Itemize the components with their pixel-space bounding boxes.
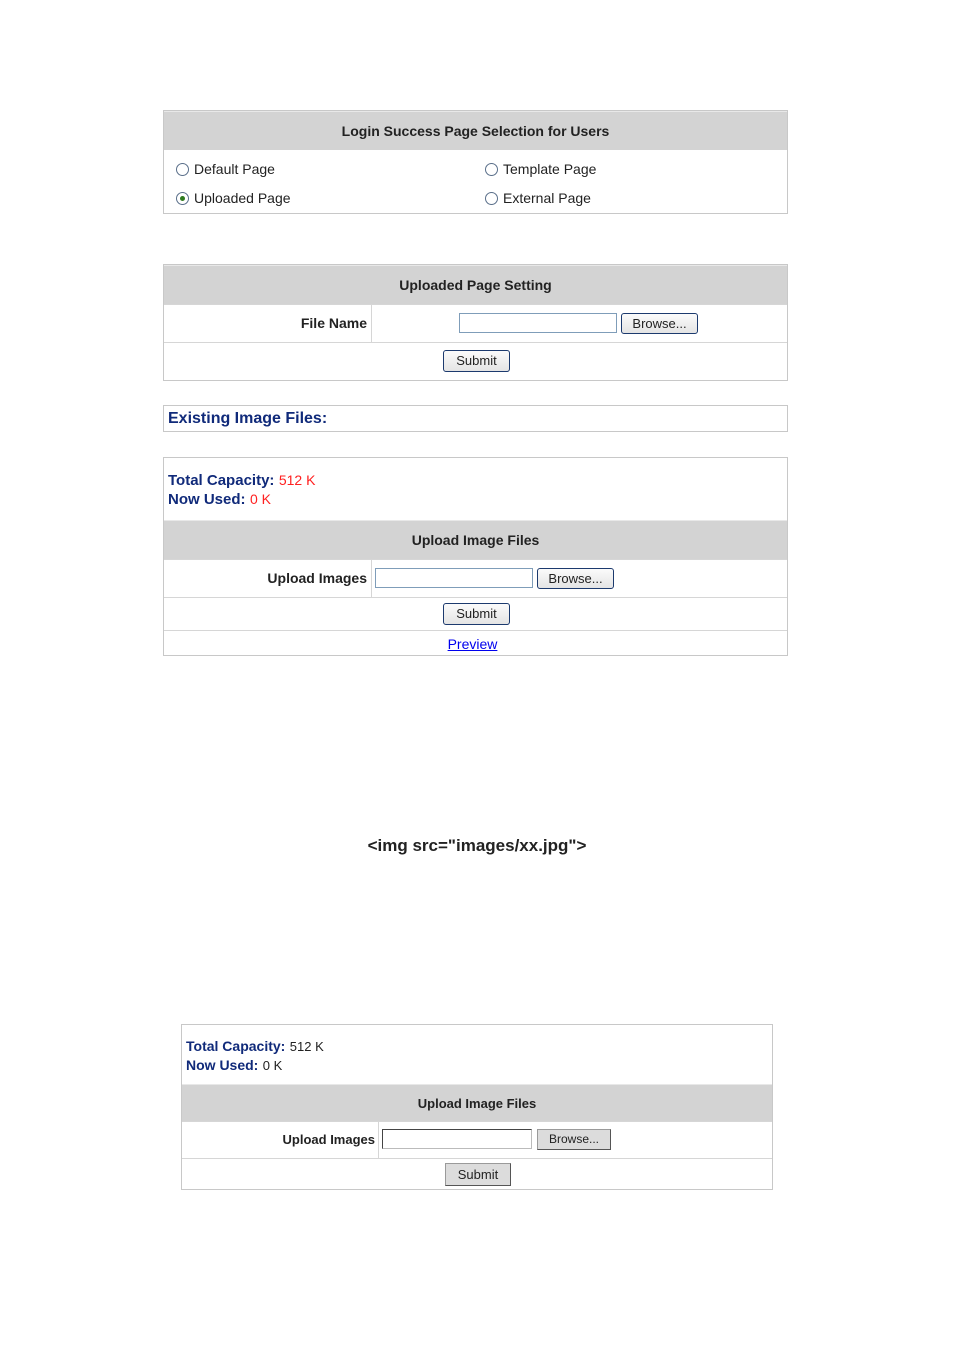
submit-row	[164, 597, 787, 630]
upload-images-panel-2	[181, 1024, 773, 1190]
capacity-block	[168, 471, 315, 509]
preview-link[interactable]: Preview	[447, 636, 498, 652]
radio-circle-icon	[485, 192, 498, 205]
preview-row	[164, 630, 787, 656]
submit-button[interactable]: Submit	[443, 350, 510, 372]
existing-files-title: Existing Image Files:	[168, 410, 328, 427]
column-divider	[371, 305, 372, 342]
code-sample-text: <img src="images/xx.jpg">	[367, 836, 587, 855]
radio-external-page[interactable]	[485, 190, 591, 206]
radio-circle-icon	[176, 163, 189, 176]
now-used-label: Now Used:	[186, 1057, 259, 1073]
radio-circle-icon	[485, 163, 498, 176]
upload-images-panel-1	[163, 457, 788, 656]
now-used-label: Now Used:	[168, 491, 246, 508]
submit-button[interactable]: Submit	[445, 1163, 511, 1186]
uploaded-page-setting-title: Uploaded Page Setting	[164, 265, 787, 304]
upload-images-input[interactable]	[375, 568, 533, 588]
file-name-row	[164, 304, 787, 342]
upload-images-input[interactable]	[382, 1129, 532, 1149]
submit-row	[164, 342, 787, 380]
total-capacity-value: 512 K	[278, 472, 316, 488]
column-divider	[371, 560, 372, 597]
total-capacity-label: Total Capacity:	[168, 472, 275, 489]
submit-row	[182, 1158, 772, 1190]
radio-label: Template Page	[503, 161, 597, 177]
radio-label: Default Page	[194, 161, 275, 177]
upload-images-row	[164, 559, 787, 597]
browse-button[interactable]: Browse...	[537, 568, 614, 589]
existing-files-panel	[163, 405, 788, 432]
radio-default-page[interactable]	[176, 161, 275, 177]
submit-button[interactable]: Submit	[443, 603, 510, 625]
browse-button[interactable]: Browse...	[621, 313, 698, 334]
total-capacity-label: Total Capacity:	[186, 1038, 286, 1054]
upload-image-files-header: Upload Image Files	[182, 1084, 772, 1121]
now-used-value: 0 K	[262, 1058, 283, 1073]
upload-images-row	[182, 1121, 772, 1158]
login-selection-title: Login Success Page Selection for Users	[164, 111, 787, 150]
browse-button[interactable]: Browse...	[537, 1129, 611, 1150]
radio-label: Uploaded Page	[194, 190, 291, 206]
file-name-label: File Name	[300, 315, 367, 331]
upload-images-label: Upload Images	[267, 570, 367, 586]
upload-images-label: Upload Images	[282, 1132, 375, 1147]
upload-image-files-header: Upload Image Files	[164, 520, 787, 559]
radio-selected-icon	[176, 192, 189, 205]
column-divider	[378, 1122, 379, 1158]
radio-label: External Page	[503, 190, 591, 206]
total-capacity-value: 512 K	[289, 1039, 324, 1054]
login-selection-panel	[163, 110, 788, 214]
now-used-value: 0 K	[249, 491, 271, 507]
radio-template-page[interactable]	[485, 161, 596, 177]
capacity-block	[186, 1037, 324, 1075]
file-name-input[interactable]	[459, 313, 617, 333]
uploaded-page-setting-panel	[163, 264, 788, 381]
radio-uploaded-page[interactable]	[176, 190, 291, 206]
